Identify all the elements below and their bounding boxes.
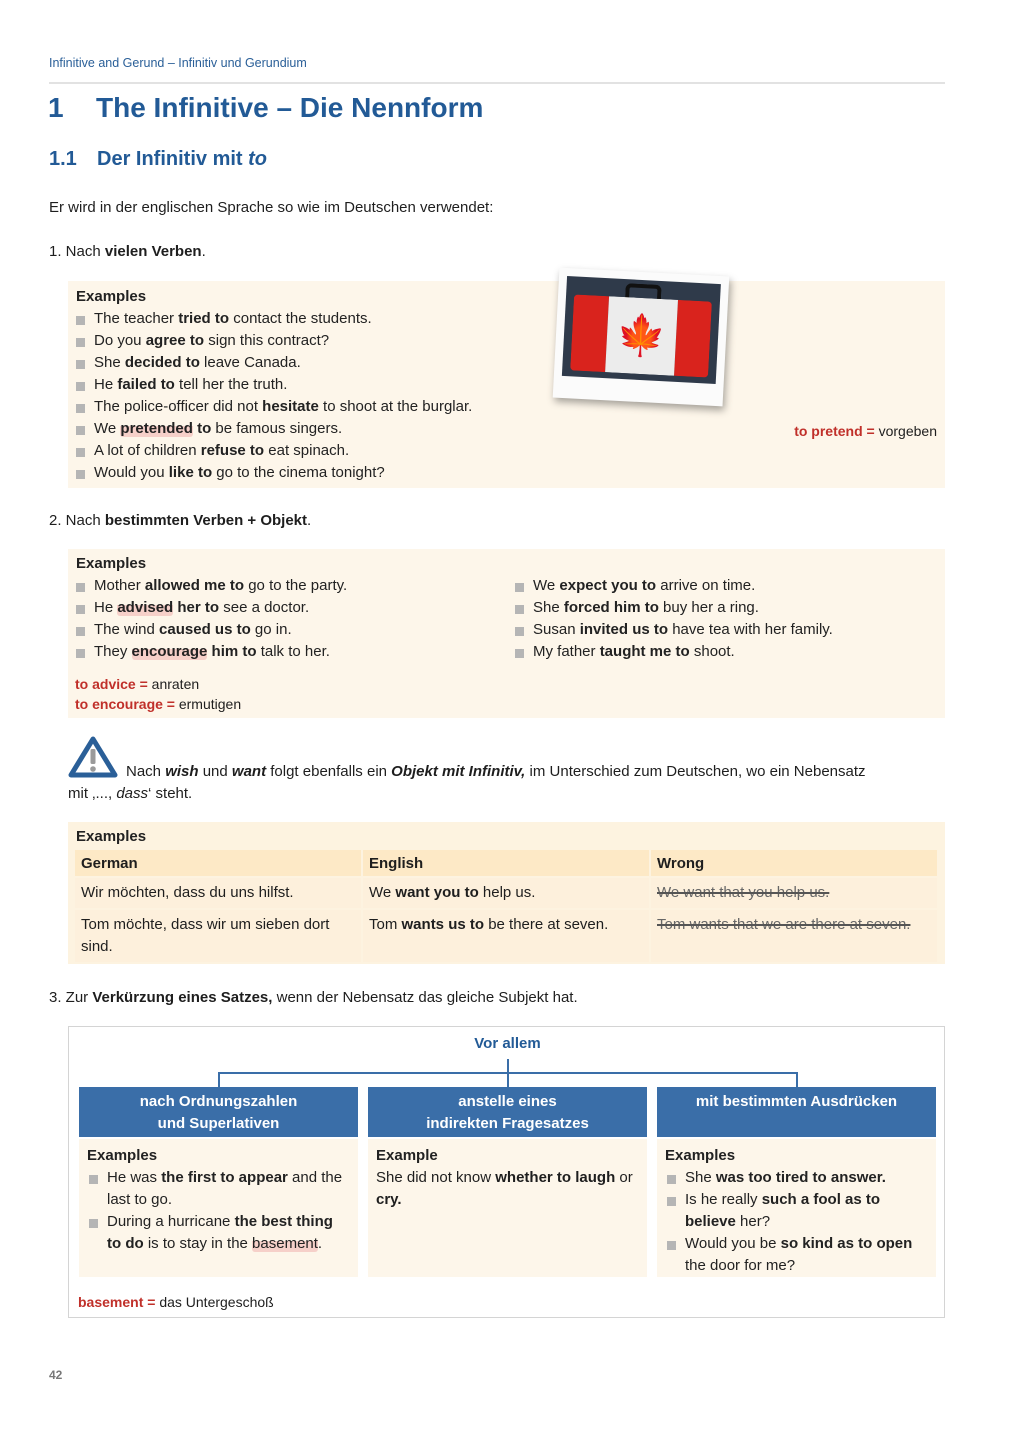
chapter-title-text: The Infinitive – Die Nennform [96, 92, 484, 123]
list-item: A lot of children refuse to eat spinach. [74, 440, 594, 462]
list-item: The teacher tried to contact the students. [74, 308, 594, 330]
list-item: They encourage him to talk to her. [74, 641, 504, 663]
canada-flag-suitcase [570, 294, 712, 377]
examples-title: Examples [76, 828, 147, 845]
connector-line [218, 1072, 220, 1087]
list-item: He failed to tell her the truth. [74, 374, 594, 396]
examples-list-left [74, 575, 504, 663]
list-item: Do you agree to sign this contract? [74, 330, 594, 352]
header-divider [49, 82, 945, 84]
diagram-column-body-1: Examples He was the first to appear and the last to go. During a hurricane the best thing to do is to stay in the basement. [79, 1139, 358, 1277]
examples-list-right [513, 575, 933, 663]
list-item: Would you like to go to the cinema tonight? [74, 462, 594, 484]
comparison-table [73, 848, 939, 964]
list-item: Susan invited us to have tea with her family. [513, 619, 933, 641]
column-header-wrong: Wrong [651, 850, 937, 876]
chapter-title [48, 92, 483, 124]
vocab-note-advice: to advice = anraten [75, 676, 200, 692]
examples-box-3 [68, 822, 945, 964]
vocab-note-basement: basement = das Untergeschoß [78, 1294, 274, 1310]
diagram-column-head-2: anstelle eines indirekten Fragesatzes [368, 1087, 647, 1137]
point-2: 2. Nach bestimmten Verben + Objekt. [49, 512, 312, 529]
intro-text: Er wird in der englischen Sprache so wie im Deutschen verwendet: [49, 199, 494, 216]
examples-title: Examples [76, 288, 147, 305]
diagram-column-head-3: mit bestimmten Ausdrücken [657, 1087, 936, 1137]
section-title: 1.1 Der Infinitiv mit to [49, 148, 268, 170]
point-3: 3. Zur Verkürzung eines Satzes, wenn der Nebensatz das gleiche Subjekt hat. [49, 989, 578, 1006]
examples-list [74, 308, 594, 484]
examples-box-1 [68, 281, 945, 488]
canada-suitcase-photo [553, 268, 730, 407]
list-item: He advised her to see a doctor. [74, 597, 504, 619]
examples-title: Examples [76, 555, 147, 572]
list-item: Would you be so kind as to open the door for me? [665, 1233, 928, 1277]
list-item: During a hurricane the best thing to do is to stay in the basement. [87, 1211, 350, 1255]
column-header-english: English [363, 850, 649, 876]
table-header-row [75, 850, 937, 876]
chapter-number: 1 [48, 92, 64, 123]
point-1: 1. Nach vielen Verben. [49, 243, 206, 260]
warning-triangle-icon [68, 736, 118, 778]
running-head: Infinitive and Gerund – Infinitiv und Gerundium [49, 56, 307, 70]
examples-box-2 [68, 549, 945, 718]
list-item: Is he really such a fool as to believe her? [665, 1189, 928, 1233]
list-item: We pretended to be famous singers. [74, 418, 594, 440]
list-item: She decided to leave Canada. [74, 352, 594, 374]
vocab-note-encourage: to encourage = ermutigen [75, 696, 242, 712]
column-header-german: German [75, 850, 361, 876]
warning-text-line2: mit ‚..., dass‘ steht. [68, 785, 193, 802]
list-item: He was the first to appear and the last to go. [87, 1167, 350, 1211]
maple-leaf-icon: 🍁 [615, 312, 668, 360]
table-row: Tom möchte, dass wir um sieben dort sind. Tom wants us to be there at seven. Tom wants that we are there at seven. [75, 910, 937, 962]
table-row: Wir möchten, dass du uns hilfst. We want you to help us. We want that you help us. [75, 878, 937, 908]
list-item: The police-officer did not hesitate to shoot at the burglar. [74, 396, 594, 418]
list-item: She forced him to buy her a ring. [513, 597, 933, 619]
connector-line [507, 1072, 509, 1087]
list-item: The wind caused us to go in. [74, 619, 504, 641]
connector-line [507, 1059, 509, 1073]
list-item: My father taught me to shoot. [513, 641, 933, 663]
list-item: She was too tired to answer. [665, 1167, 928, 1189]
warning-text-line1: Nach wish und want folgt ebenfalls ein Objekt mit Infinitiv, im Unterschied zum Deutschen, wo ein Nebensatz [126, 763, 866, 780]
list-item: Mother allowed me to go to the party. [74, 575, 504, 597]
diagram-root-label: Vor allem [474, 1035, 541, 1052]
page-number: 42 [49, 1368, 63, 1382]
diagram-column-body-2: Example She did not know whether to laugh or cry. [368, 1139, 647, 1277]
section-number: 1.1 [49, 148, 77, 170]
vocab-notes [75, 674, 241, 714]
connector-line [796, 1072, 798, 1087]
vocab-note-pretend: to pretend = vorgeben [794, 423, 937, 439]
usage-diagram [68, 1026, 945, 1318]
diagram-column-body-3: Examples She was too tired to answer. Is he really such a fool as to believe her? Would you be so kind as to open the door for me? [657, 1139, 936, 1277]
diagram-column-head-1: nach Ordnungszahlen und Superlativen [79, 1087, 358, 1137]
list-item: We expect you to arrive on time. [513, 575, 933, 597]
